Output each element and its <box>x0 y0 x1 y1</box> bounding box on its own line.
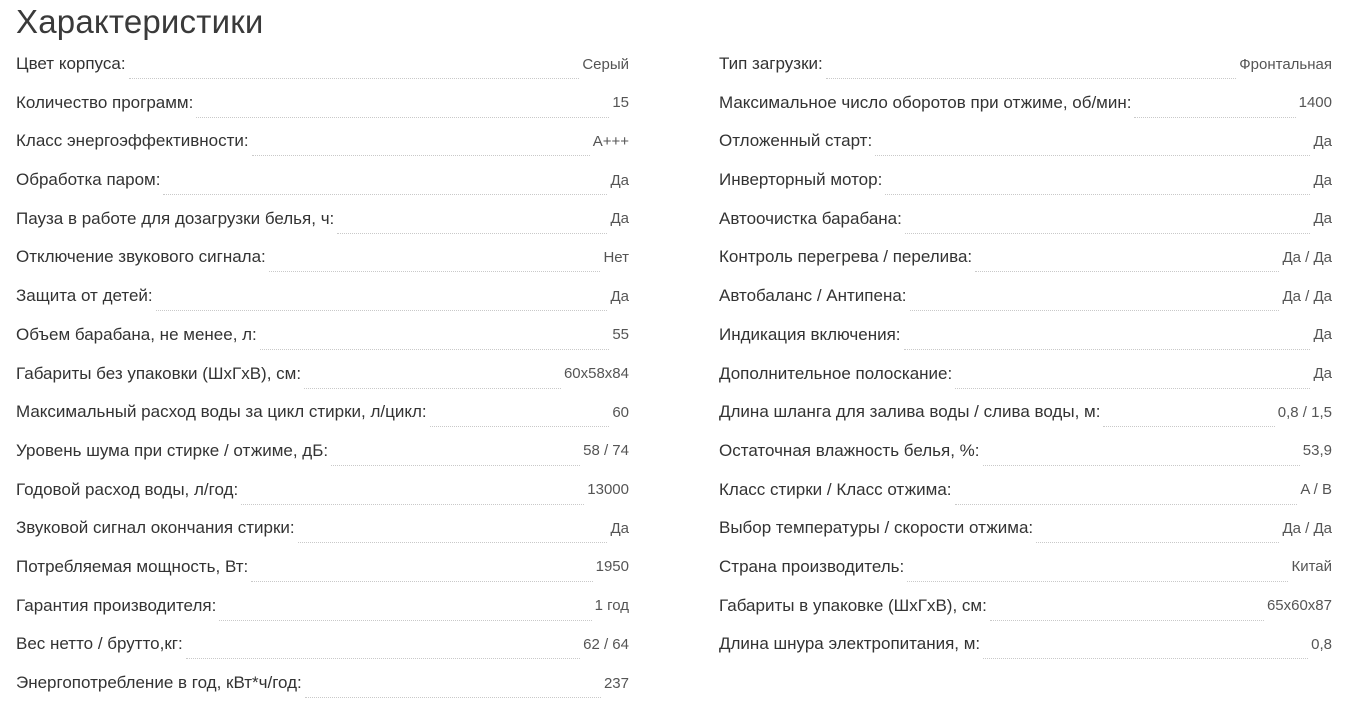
spec-label: Тип загрузки: <box>719 50 825 78</box>
spec-value: Да <box>608 282 629 310</box>
spec-label: Автоочистка барабана: <box>719 205 904 233</box>
spec-value: Серый <box>580 50 629 78</box>
spec-label: Годовой расход воды, л/год: <box>16 476 240 504</box>
spec-label: Габариты без упаковки (ШхГхВ), см: <box>16 360 303 388</box>
spec-value: 1400 <box>1297 89 1332 117</box>
spec-value: 0,8 / 1,5 <box>1276 398 1332 426</box>
spec-label: Инверторный мотор: <box>719 166 884 194</box>
spec-label: Уровень шума при стирке / отжиме, дБ: <box>16 437 330 465</box>
dotted-leader <box>1036 514 1279 543</box>
spec-value: 1950 <box>594 553 629 581</box>
dotted-leader <box>219 592 591 621</box>
spec-label: Вес нетто / брутто,кг: <box>16 630 185 658</box>
dotted-leader <box>905 205 1311 234</box>
spec-value: A / B <box>1298 476 1332 504</box>
spec-value: 0,8 <box>1309 630 1332 658</box>
spec-label: Класс энергоэффективности: <box>16 127 251 155</box>
dotted-leader <box>298 514 608 543</box>
spec-value: 58 / 74 <box>581 437 629 465</box>
dotted-leader <box>260 321 610 350</box>
dotted-leader <box>1134 89 1295 118</box>
spec-label: Остаточная влажность белья, %: <box>719 437 982 465</box>
spec-value: Да <box>608 166 629 194</box>
dotted-leader <box>269 243 601 272</box>
spec-value: Фронтальная <box>1237 50 1332 78</box>
dotted-leader <box>186 630 580 659</box>
dotted-leader <box>910 282 1280 311</box>
spec-label: Длина шланга для залива воды / слива воды, м: <box>719 398 1102 426</box>
spec-label: Максимальный расход воды за цикл стирки, л/цикл: <box>16 398 429 426</box>
spec-label: Обработка паром: <box>16 166 162 194</box>
spec-label: Отложенный старт: <box>719 127 874 155</box>
spec-label: Автобаланс / Антипена: <box>719 282 909 310</box>
spec-value: 60х58х84 <box>562 360 629 388</box>
spec-value: Китай <box>1289 553 1332 581</box>
dotted-leader <box>241 476 584 505</box>
spec-row <box>16 669 629 708</box>
spec-value: 62 / 64 <box>581 630 629 658</box>
spec-value: 53,9 <box>1301 437 1332 465</box>
spec-label: Объем барабана, не менее, л: <box>16 321 259 349</box>
dotted-leader <box>955 476 1298 505</box>
spec-label: Отключение звукового сигнала: <box>16 243 268 271</box>
spec-label: Пауза в работе для дозагрузки белья, ч: <box>16 205 336 233</box>
page-title: Характеристики <box>16 3 264 40</box>
spec-value: Да <box>1311 205 1332 233</box>
dotted-leader <box>983 630 1308 659</box>
spec-value: 237 <box>602 669 629 697</box>
dotted-leader <box>955 360 1310 389</box>
dotted-leader <box>163 166 607 195</box>
dotted-leader <box>826 50 1237 79</box>
spec-value: Да / Да <box>1280 243 1332 271</box>
spec-value: Да <box>1311 166 1332 194</box>
spec-value: 60 <box>610 398 629 426</box>
spec-value: Да <box>1311 360 1332 388</box>
spec-value: Да <box>608 205 629 233</box>
spec-label: Звуковой сигнал окончания стирки: <box>16 514 297 542</box>
spec-value: Да / Да <box>1280 282 1332 310</box>
spec-value: A+++ <box>591 127 629 155</box>
dotted-leader <box>975 243 1279 272</box>
dotted-leader <box>875 127 1310 156</box>
spec-label: Страна производитель: <box>719 553 906 581</box>
spec-value: Да <box>1311 321 1332 349</box>
spec-label: Потребляемая мощность, Вт: <box>16 553 250 581</box>
spec-label: Выбор температуры / скорости отжима: <box>719 514 1035 542</box>
dotted-leader <box>156 282 608 311</box>
spec-value: 55 <box>610 321 629 349</box>
dotted-leader <box>304 360 561 389</box>
spec-value: Да <box>1311 127 1332 155</box>
dotted-leader <box>305 669 601 698</box>
spec-label: Максимальное число оборотов при отжиме, об/мин: <box>719 89 1133 117</box>
spec-value: Да / Да <box>1280 514 1332 542</box>
dotted-leader <box>983 437 1300 466</box>
dotted-leader <box>129 50 580 79</box>
spec-value: 1 год <box>593 592 629 620</box>
spec-value: 65х60х87 <box>1265 592 1332 620</box>
spec-label: Контроль перегрева / перелива: <box>719 243 974 271</box>
dotted-leader <box>885 166 1310 195</box>
dotted-leader <box>252 127 590 156</box>
spec-row <box>719 630 1332 669</box>
spec-value: 13000 <box>585 476 629 504</box>
spec-label: Дополнительное полоскание: <box>719 360 954 388</box>
dotted-leader <box>337 205 607 234</box>
dotted-leader <box>331 437 580 466</box>
specs-right-column <box>719 50 1332 669</box>
spec-value: Да <box>608 514 629 542</box>
dotted-leader <box>904 321 1311 350</box>
specs-left-column <box>16 50 629 708</box>
dotted-leader <box>990 592 1264 621</box>
spec-value: Нет <box>601 243 629 271</box>
spec-label: Защита от детей: <box>16 282 155 310</box>
spec-label: Энергопотребление в год, кВт*ч/год: <box>16 669 304 697</box>
spec-value: 15 <box>610 89 629 117</box>
spec-label: Длина шнура электропитания, м: <box>719 630 982 658</box>
dotted-leader <box>196 89 609 118</box>
spec-label: Количество программ: <box>16 89 195 117</box>
dotted-leader <box>430 398 610 427</box>
dotted-leader <box>907 553 1288 582</box>
spec-label: Цвет корпуса: <box>16 50 128 78</box>
spec-label: Габариты в упаковке (ШхГхВ), см: <box>719 592 989 620</box>
dotted-leader <box>251 553 592 582</box>
spec-label: Индикация включения: <box>719 321 903 349</box>
spec-label: Класс стирки / Класс отжима: <box>719 476 954 504</box>
dotted-leader <box>1103 398 1274 427</box>
spec-label: Гарантия производителя: <box>16 592 218 620</box>
